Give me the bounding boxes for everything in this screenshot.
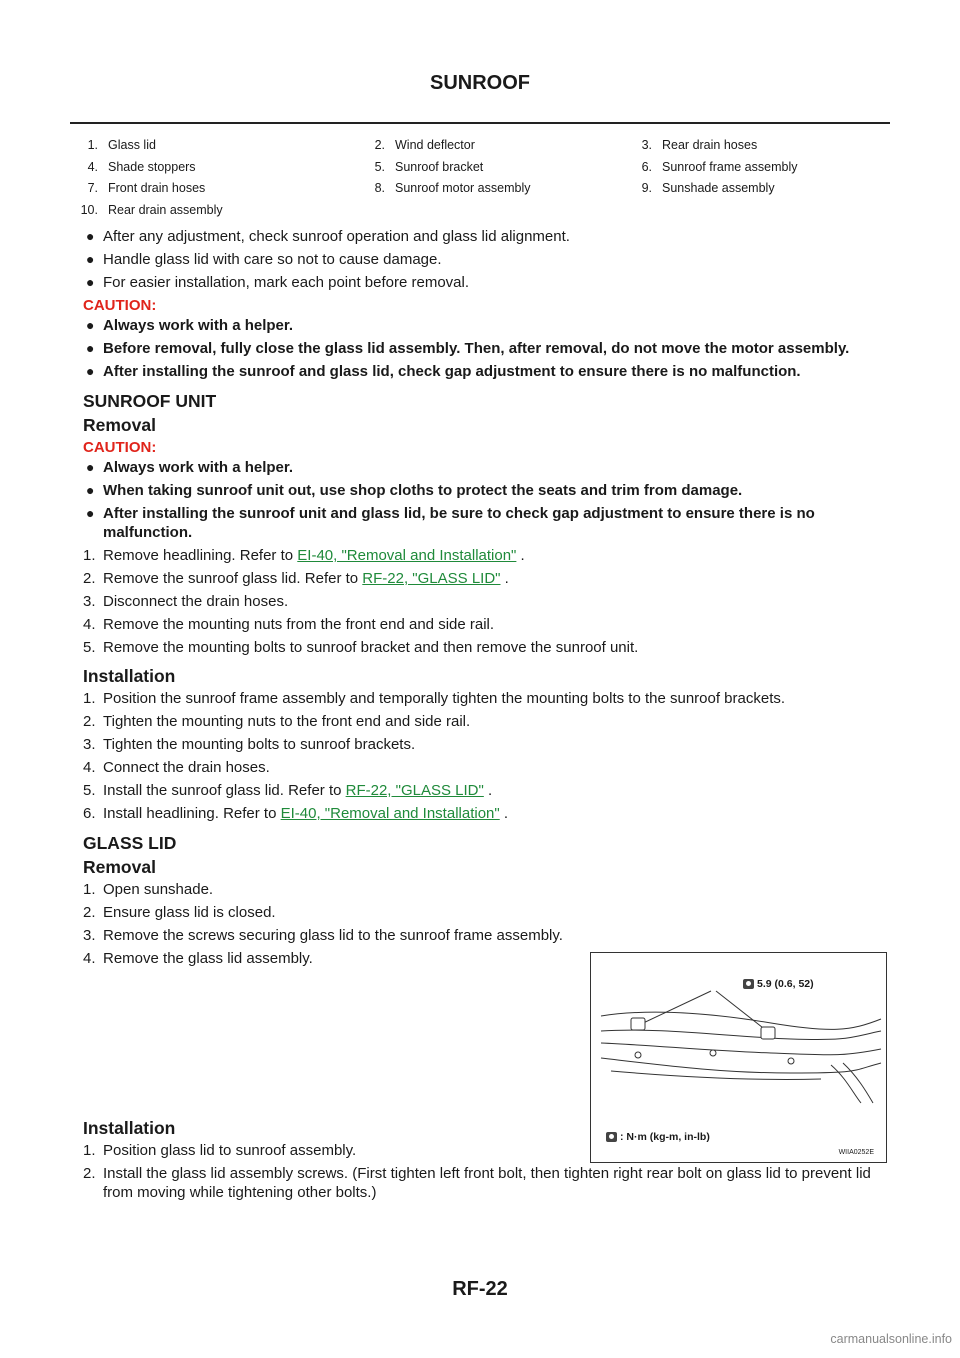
parts-legend xyxy=(70,135,890,222)
legend-number: 9. xyxy=(641,181,652,196)
step-number: 1. xyxy=(83,547,96,564)
installation-step xyxy=(83,689,893,708)
legend-number: 5. xyxy=(374,159,385,174)
bolt-marker xyxy=(635,1052,641,1058)
subheading-removal: Removal xyxy=(83,857,156,877)
caution-text: When taking sunroof unit out, use shop cloths to protect the seats and trim from damage. xyxy=(103,482,743,499)
legend-number: 8. xyxy=(374,181,385,196)
step-text: Tighten the mounting bolts to sunroof brackets. xyxy=(103,736,416,753)
caution-text: After installing the sunroof unit and glass lid, be sure to check gap adjustment to ensure there is no malfunction. xyxy=(103,505,815,541)
step-text: Remove the mounting bolts to sunroof bracket and then remove the sunroof unit. xyxy=(103,639,639,656)
bolt-marker xyxy=(710,1050,716,1056)
caution-bullet xyxy=(83,458,893,477)
bullet-icon: ● xyxy=(86,340,95,356)
legend-number: 4. xyxy=(87,159,98,174)
bullet-icon: ● xyxy=(86,317,95,333)
step-text: Remove the sunroof glass lid. Refer to xyxy=(103,570,363,587)
caution-bullet xyxy=(83,316,893,335)
caution-bullet xyxy=(83,339,893,358)
note-bullet xyxy=(83,227,893,246)
step-number: 1. xyxy=(83,881,96,898)
legend-item xyxy=(357,178,624,200)
step-number: 2. xyxy=(83,1165,96,1182)
legend-item xyxy=(624,157,890,179)
caution-bullet xyxy=(83,504,893,542)
step-text: Remove the screws securing glass lid to the sunroof frame assembly. xyxy=(103,927,563,944)
step-text: Position glass lid to sunroof assembly. xyxy=(103,1142,357,1159)
step-text: Connect the drain hoses. xyxy=(103,759,270,776)
installation-step xyxy=(83,712,893,731)
legend-item xyxy=(357,135,624,157)
ref-link-ei-40[interactable]: EI-40, "Removal and Installation" xyxy=(280,805,500,822)
ref-link-ei-40[interactable]: EI-40, "Removal and Installation" xyxy=(297,547,517,564)
removal-step xyxy=(83,546,893,565)
ref-link-rf-22[interactable]: RF-22, "GLASS LID" xyxy=(362,570,501,587)
legend-label: Sunshade assembly xyxy=(662,181,775,196)
torque-unit: : N·m (kg-m, in-lb) xyxy=(620,1131,710,1143)
removal-step xyxy=(83,592,893,611)
step-text: Tighten the mounting nuts to the front end and side rail. xyxy=(103,713,471,730)
note-text: Handle glass lid with care so not to cause damage. xyxy=(103,251,442,268)
legend-label: Sunroof frame assembly xyxy=(662,159,798,174)
legend-item xyxy=(70,178,357,200)
drain-hose-line xyxy=(831,1065,861,1103)
caution-text: Always work with a helper. xyxy=(103,317,294,334)
legend-item xyxy=(357,157,624,179)
removal-step xyxy=(83,569,893,588)
step-text: Position the sunroof frame assembly and temporally tighten the mounting bolts to the sunroof brackets. xyxy=(103,690,786,707)
section-heading-sunroof-unit: SUNROOF UNIT xyxy=(83,391,217,411)
step-number: 5. xyxy=(83,782,96,799)
installation-step xyxy=(83,804,893,823)
bullet-icon: ● xyxy=(86,363,95,379)
legend-label: Rear drain assembly xyxy=(108,203,223,218)
torque-wrench-icon xyxy=(743,979,754,989)
bullet-icon: ● xyxy=(86,459,95,475)
removal-step xyxy=(83,880,893,899)
torque-callout xyxy=(743,978,814,990)
glass-lid-figure xyxy=(590,952,887,1163)
step-number: 4. xyxy=(83,950,96,967)
caution-bullet xyxy=(83,481,893,500)
caution-bullet xyxy=(83,362,893,381)
legend-item xyxy=(70,200,357,222)
installation-step xyxy=(83,781,893,800)
legend-number: 2. xyxy=(374,138,385,152)
frame-lower-line xyxy=(601,1043,881,1055)
step-number: 2. xyxy=(83,570,96,587)
figure-code: WIIA0252E xyxy=(838,1149,874,1156)
bolt-marker xyxy=(631,1018,645,1030)
step-number: 1. xyxy=(83,690,96,707)
step-text-end: . xyxy=(499,805,509,822)
step-text: Install the sunroof glass lid. Refer to xyxy=(103,782,346,799)
legend-item xyxy=(70,157,357,179)
panel-line xyxy=(611,1071,821,1080)
subheading-installation: Installation xyxy=(83,1118,176,1138)
legend-label: Front drain hoses xyxy=(108,181,206,196)
caution-label: CAUTION: xyxy=(83,439,157,456)
legend-number: 7. xyxy=(87,181,98,196)
step-text: Remove the glass lid assembly. xyxy=(103,950,313,967)
legend-item xyxy=(70,135,357,157)
legend-label: Rear drain hoses xyxy=(662,138,758,152)
bolt-marker xyxy=(761,1027,775,1039)
step-text: Install the glass lid assembly screws. (First tighten left front bolt, then tighten right rear bolt on glass lid to prevent lid from moving while tightening other bolts.) xyxy=(103,1165,871,1201)
legend-number: 3. xyxy=(641,138,652,152)
header-rule xyxy=(70,122,890,124)
bullet-icon: ● xyxy=(86,251,95,267)
legend-label: Shade stoppers xyxy=(108,159,196,174)
ref-link-rf-22[interactable]: RF-22, "GLASS LID" xyxy=(345,782,484,799)
legend-label: Sunroof bracket xyxy=(395,159,484,174)
legend-item xyxy=(624,178,890,200)
installation-step xyxy=(83,758,893,777)
removal-step xyxy=(83,903,893,922)
bullet-icon: ● xyxy=(86,505,95,521)
legend-label: Glass lid xyxy=(108,138,156,152)
step-text: Ensure glass lid is closed. xyxy=(103,904,276,921)
step-number: 2. xyxy=(83,713,96,730)
removal-step xyxy=(83,926,581,945)
leader-line xyxy=(716,991,767,1031)
frame-upper-line xyxy=(601,1030,881,1039)
step-text-end: . xyxy=(500,570,509,587)
leader-line xyxy=(639,991,711,1025)
legend-number: 6. xyxy=(641,159,652,174)
removal-step xyxy=(83,615,893,634)
legend-number: 10. xyxy=(80,203,98,218)
page-number: RF-22 xyxy=(452,1278,508,1300)
step-number: 3. xyxy=(83,593,96,610)
step-number: 6. xyxy=(83,805,96,822)
step-number: 2. xyxy=(83,904,96,921)
step-number: 3. xyxy=(83,736,96,753)
torque-value: 5.9 (0.6, 52) xyxy=(757,978,814,990)
step-number: 3. xyxy=(83,927,96,944)
bullet-icon: ● xyxy=(86,274,95,290)
step-number: 5. xyxy=(83,639,96,656)
caution-text: Always work with a helper. xyxy=(103,459,294,476)
legend-number: 1. xyxy=(87,138,98,152)
step-number: 4. xyxy=(83,616,96,633)
installation-step xyxy=(83,735,893,754)
caution-text: Before removal, fully close the glass lid assembly. Then, after removal, do not move the motor assembly. xyxy=(103,340,850,357)
caution-label: CAUTION: xyxy=(83,297,157,314)
note-text: After any adjustment, check sunroof operation and glass lid alignment. xyxy=(103,228,570,245)
caution-text: After installing the sunroof and glass lid, check gap adjustment to ensure there is no malfunction. xyxy=(103,363,801,380)
legend-item xyxy=(624,135,890,157)
step-number: 4. xyxy=(83,759,96,776)
installation-step xyxy=(83,1164,893,1202)
section-heading-glass-lid: GLASS LID xyxy=(83,833,177,853)
step-number: 1. xyxy=(83,1142,96,1159)
bolt-marker xyxy=(788,1058,794,1064)
watermark: carmanualsonline.info xyxy=(830,1332,952,1346)
bullet-icon: ● xyxy=(86,228,95,244)
note-text: For easier installation, mark each point before removal. xyxy=(103,274,470,291)
step-text: Install headlining. Refer to xyxy=(103,805,281,822)
step-text: Remove headlining. Refer to xyxy=(103,547,298,564)
torque-wrench-icon xyxy=(606,1132,617,1142)
rail-line xyxy=(601,1058,881,1073)
step-text-end: . xyxy=(483,782,493,799)
note-bullet xyxy=(83,250,893,269)
subheading-installation: Installation xyxy=(83,666,176,686)
legend-label: Sunroof motor assembly xyxy=(395,181,531,196)
legend-label: Wind deflector xyxy=(395,138,475,152)
step-text: Open sunshade. xyxy=(103,881,214,898)
step-text-end: . xyxy=(516,547,525,564)
note-bullet xyxy=(83,273,893,292)
step-text: Disconnect the drain hoses. xyxy=(103,593,289,610)
subheading-removal: Removal xyxy=(83,415,156,435)
page-title: SUNROOF xyxy=(430,72,530,94)
bullet-icon: ● xyxy=(86,482,95,498)
step-text: Remove the mounting nuts from the front end and side rail. xyxy=(103,616,495,633)
torque-unit-legend xyxy=(606,1131,710,1143)
removal-step xyxy=(83,638,893,657)
